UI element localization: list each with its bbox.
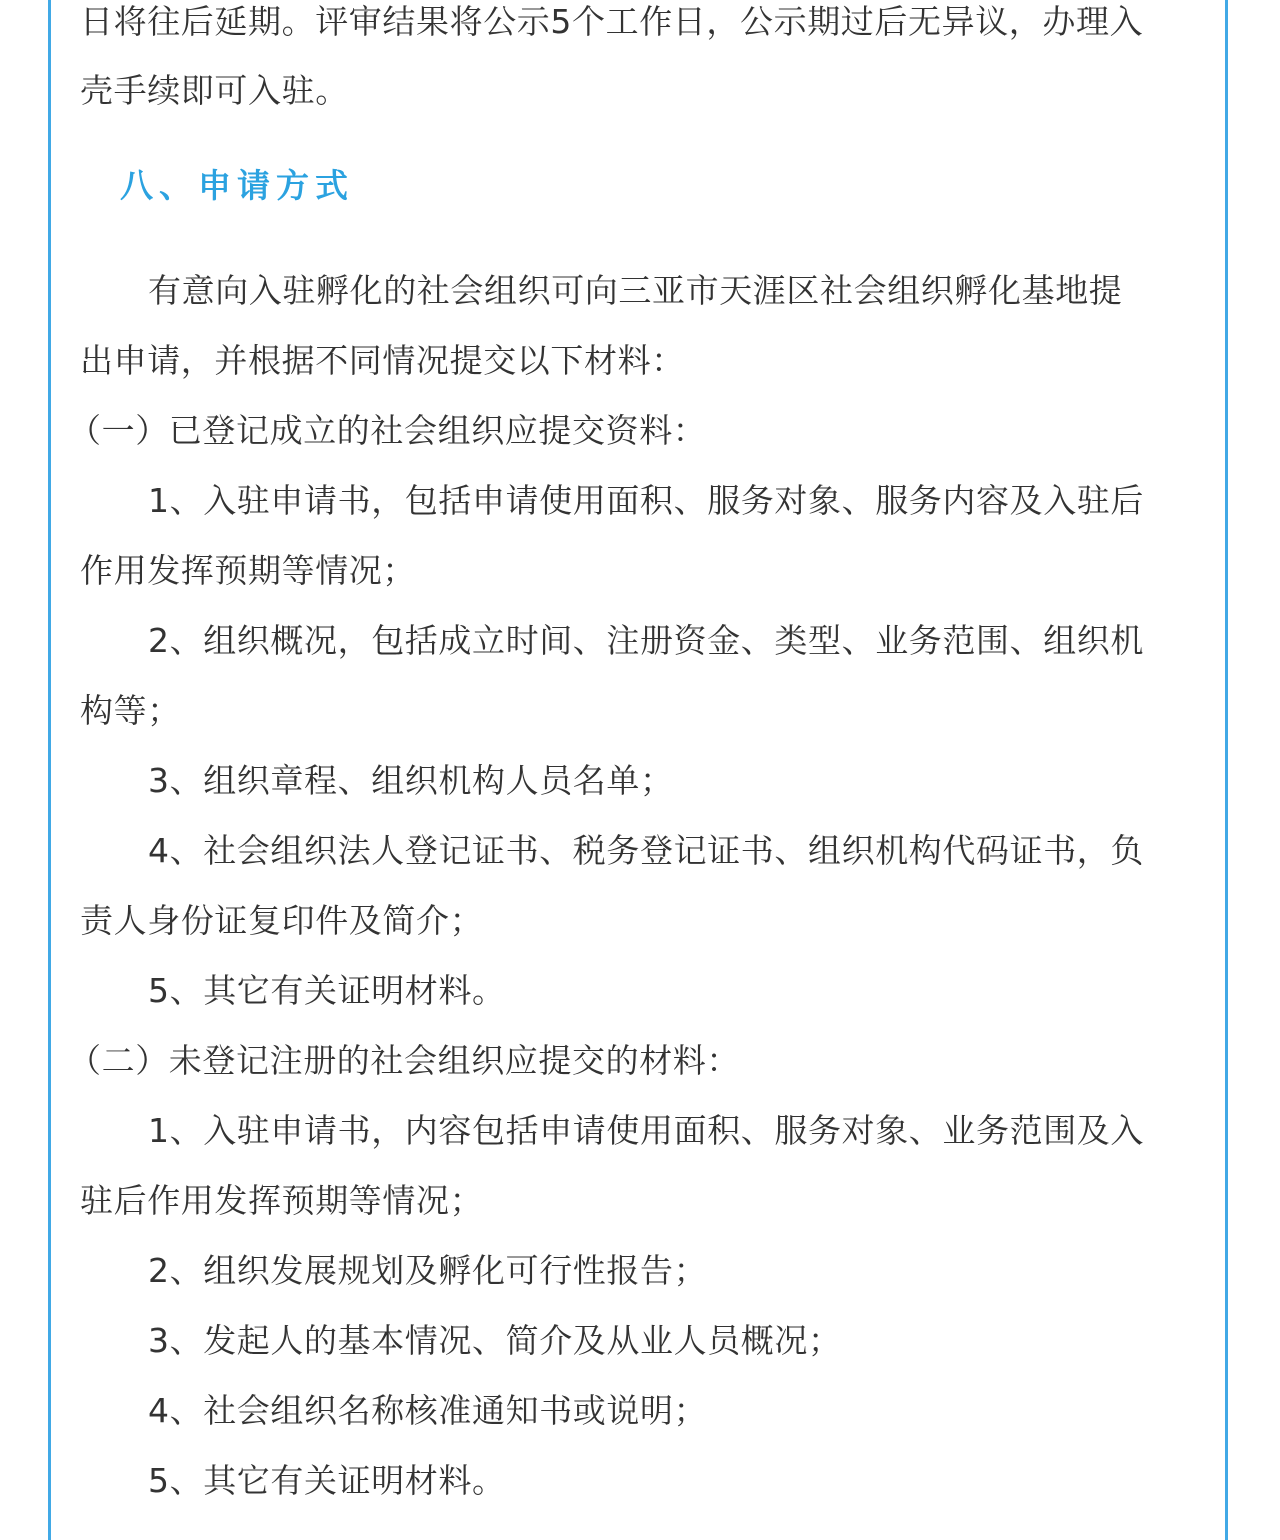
group1-item3: 3、组织章程、组织机构人员名单； [148, 761, 674, 800]
section-heading: 八、申请方式 [120, 166, 354, 205]
group2-item2: 2、组织发展规划及孵化可行性报告； [148, 1251, 708, 1290]
group1-item1-line2: 作用发挥预期等情况； [80, 551, 416, 590]
lead-line-1: 有意向入驻孵化的社会组织可向三亚市天涯区社会组织孵化基地提 [148, 271, 1123, 310]
group1-item4-line2: 责人身份证复印件及简介； [80, 901, 484, 940]
lead-line-2: 出申请，并根据不同情况提交以下材料： [80, 341, 685, 380]
group1-item2-line2: 构等； [80, 691, 181, 730]
group2-item5: 5、其它有关证明材料。 [148, 1461, 506, 1500]
group2-item1-line1: 1、入驻申请书，内容包括申请使用面积、服务对象、业务范围及入 [148, 1111, 1144, 1150]
intro-line-2: 壳手续即可入驻。 [80, 71, 349, 110]
intro-line-1: 日将往后延期。评审结果将公示5个工作日，公示期过后无异议，办理入 [80, 2, 1144, 41]
group1-item4-line1: 4、社会组织法人登记证书、税务登记证书、组织机构代码证书，负 [148, 831, 1144, 870]
group1-title: （一）已登记成立的社会组织应提交资料： [68, 411, 707, 450]
group1-item2-line1: 2、组织概况，包括成立时间、注册资金、类型、业务范围、组织机 [148, 621, 1144, 660]
group2-item3: 3、发起人的基本情况、简介及从业人员概况； [148, 1321, 842, 1360]
group1-item1-line1: 1、入驻申请书，包括申请使用面积、服务对象、服务内容及入驻后 [148, 481, 1144, 520]
group2-item4: 4、社会组织名称核准通知书或说明； [148, 1391, 708, 1430]
group1-item5: 5、其它有关证明材料。 [148, 971, 506, 1010]
group2-item1-line2: 驻后作用发挥预期等情况； [80, 1181, 484, 1220]
group2-title: （二）未登记注册的社会组织应提交的材料： [68, 1041, 740, 1080]
